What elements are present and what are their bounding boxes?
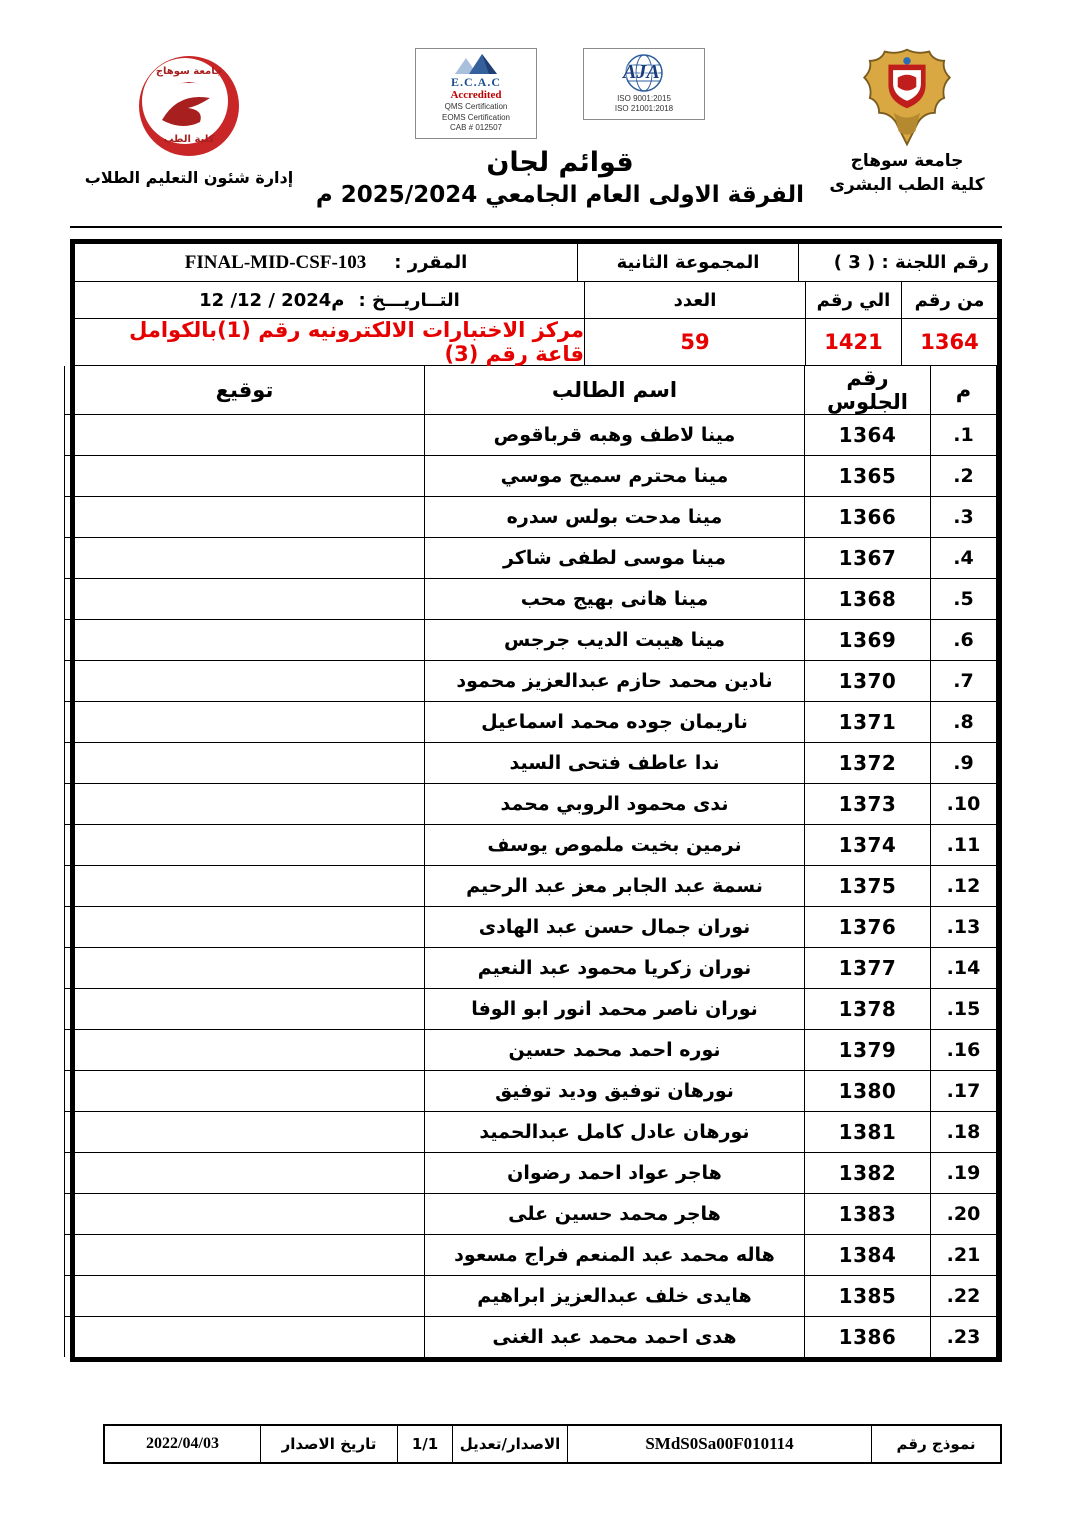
- revision-value: 1/1: [397, 1426, 452, 1462]
- student-name-cell: مينا محترم سميح موسي: [425, 456, 805, 497]
- student-name-cell: هاجر محمد حسين على: [425, 1194, 805, 1235]
- student-name-cell: هاجر عواد احمد رضوان: [425, 1153, 805, 1194]
- student-row: [65, 1317, 997, 1358]
- group-name: المجموعة الثانية: [577, 244, 798, 281]
- document-title: قوائم لجان: [486, 146, 634, 178]
- student-row: [65, 825, 997, 866]
- signature-cell: [65, 579, 425, 620]
- form-number-label: نموذج رقم: [871, 1426, 1000, 1462]
- seat-number-cell: 1382: [805, 1153, 931, 1194]
- student-name-cell: مينا مدحت بولس سدره: [425, 497, 805, 538]
- date-value: 12 /12 / 2024م: [199, 289, 345, 311]
- education-admin-crescent-logo-icon: [126, 46, 252, 166]
- ecac-accredited-label: Accredited: [450, 89, 502, 102]
- col-header-student-name: اسم الطالب: [425, 366, 805, 415]
- course-code: FINAL-MID-CSF-103: [184, 251, 367, 273]
- student-name-cell: هايدى خلف عبدالعزيز ابراهيم: [425, 1276, 805, 1317]
- student-name-cell: نوره احمد محمد حسين: [425, 1030, 805, 1071]
- signature-cell: [65, 1317, 425, 1358]
- seat-number-cell: 1374: [805, 825, 931, 866]
- student-name-cell: نوران زكريا محمود عبد النعيم: [425, 948, 805, 989]
- student-table: [64, 366, 997, 1357]
- student-row: [65, 866, 997, 907]
- student-name-cell: مينا لاطف وهبه قرباقوص: [425, 415, 805, 456]
- signature-cell: [65, 907, 425, 948]
- serial-cell: .14: [931, 948, 997, 989]
- signature-cell: [65, 989, 425, 1030]
- svg-text:كلية الطب: كلية الطب: [163, 134, 215, 145]
- seat-number-cell: 1369: [805, 620, 931, 661]
- student-name-cell: نسمة عبد الجابر معز عبد الرحيم: [425, 866, 805, 907]
- seat-number-cell: 1385: [805, 1276, 931, 1317]
- signature-cell: [65, 948, 425, 989]
- date-label: التــاريـــخ :: [358, 289, 460, 311]
- serial-cell: .21: [931, 1235, 997, 1276]
- aja-iso-line1: ISO 9001:2015: [617, 94, 671, 103]
- seat-number-cell: 1381: [805, 1112, 931, 1153]
- student-row: [65, 497, 997, 538]
- student-name-cell: ندى محمود الروبي محمد: [425, 784, 805, 825]
- ecac-name: E.C.A.C: [450, 75, 501, 89]
- seat-number-cell: 1375: [805, 866, 931, 907]
- issue-date-value: 2022/04/03: [146, 1435, 219, 1452]
- serial-cell: .23: [931, 1317, 997, 1358]
- document-footer-table: [103, 1424, 1002, 1464]
- document-subtitle: الفرقة الاولى العام الجامعي 2025/2024 م: [315, 181, 805, 208]
- svg-text:جامعة سوهاج: جامعة سوهاج: [155, 66, 223, 77]
- count-value: 59: [584, 319, 805, 365]
- signature-cell: [65, 497, 425, 538]
- seat-number-cell: 1386: [805, 1317, 931, 1358]
- serial-cell: .2: [931, 456, 997, 497]
- serial-cell: .13: [931, 907, 997, 948]
- ecac-pyramids-icon: [453, 52, 499, 76]
- student-row: [65, 456, 997, 497]
- signature-cell: [65, 620, 425, 661]
- accreditation-logos: [415, 48, 705, 139]
- seat-number-cell: 1379: [805, 1030, 931, 1071]
- seat-number-cell: 1380: [805, 1071, 931, 1112]
- education-admin-block: [70, 46, 308, 187]
- signature-cell: [65, 1112, 425, 1153]
- to-number-value: 1421: [805, 319, 901, 365]
- date-cell: [75, 282, 584, 318]
- form-number-code: SMdS0Sa00F010114: [567, 1426, 871, 1462]
- student-row: [65, 538, 997, 579]
- signature-cell: [65, 1194, 425, 1235]
- signature-cell: [65, 743, 425, 784]
- serial-cell: .19: [931, 1153, 997, 1194]
- signature-cell: [65, 456, 425, 497]
- aja-iso-line2: ISO 21001:2018: [614, 104, 674, 114]
- student-row: [65, 415, 997, 456]
- student-row: [65, 784, 997, 825]
- from-number-value: 1364: [901, 319, 997, 365]
- seat-number-cell: 1377: [805, 948, 931, 989]
- seat-number-cell: 1367: [805, 538, 931, 579]
- serial-cell: .11: [931, 825, 997, 866]
- university-shield-logo-icon: [860, 46, 954, 150]
- student-name-cell: نوران ناصر محمد انور ابو الوفا: [425, 989, 805, 1030]
- col-header-seat-number: رقم الجلوس: [805, 366, 931, 415]
- seat-number-cell: 1376: [805, 907, 931, 948]
- student-name-cell: هاله محمد عبد المنعم فراج مسعود: [425, 1235, 805, 1276]
- header-center-block: [308, 46, 812, 208]
- course-label: المقرر :: [394, 252, 468, 273]
- info-row-1: [75, 244, 997, 282]
- serial-cell: .20: [931, 1194, 997, 1235]
- student-name-cell: ندا عاطف فتحى السيد: [425, 743, 805, 784]
- signature-cell: [65, 825, 425, 866]
- committee-table-block: [70, 239, 1002, 1362]
- seat-number-cell: 1368: [805, 579, 931, 620]
- to-number-label: الي رقم: [805, 282, 901, 318]
- student-row: [65, 989, 997, 1030]
- signature-cell: [65, 538, 425, 579]
- info-row-2: [75, 282, 997, 319]
- student-name-cell: مينا هانى بهيج محب: [425, 579, 805, 620]
- info-row-3: [75, 319, 997, 366]
- student-name-cell: نرمين بخيت ملموص يوسف: [425, 825, 805, 866]
- course-cell: [75, 244, 577, 281]
- col-header-signature: توقيع: [65, 366, 425, 415]
- aja-name: AJA: [623, 61, 660, 83]
- student-row: [65, 1153, 997, 1194]
- signature-cell: [65, 784, 425, 825]
- count-label: العدد: [584, 282, 805, 318]
- seat-number-cell: 1372: [805, 743, 931, 784]
- student-name-cell: نادين محمد حازم عبدالعزيز محمود: [425, 661, 805, 702]
- faculty-name: كلية الطب البشرى: [829, 174, 985, 195]
- serial-cell: .7: [931, 661, 997, 702]
- document-header: [70, 46, 1002, 228]
- ecac-logo: [415, 48, 537, 139]
- student-name-cell: مينا موسى لطفى شاكر: [425, 538, 805, 579]
- student-name-cell: هدى احمد محمد عبد الغنى: [425, 1317, 805, 1358]
- student-row: [65, 948, 997, 989]
- student-row: [65, 620, 997, 661]
- student-table-header-row: [65, 366, 997, 415]
- student-row: [65, 1235, 997, 1276]
- exam-location: مركز الاختبارات الالكترونيه رقم (1)بالكوامل قاعة رقم (3): [129, 318, 584, 366]
- issue-date-label: تاريخ الاصدار: [260, 1426, 397, 1462]
- education-admin-label: إدارة شئون التعليم الطلاب: [84, 168, 294, 187]
- signature-cell: [65, 415, 425, 456]
- serial-cell: .15: [931, 989, 997, 1030]
- ecac-cert-line1: QMS Certification: [444, 102, 508, 112]
- serial-cell: .18: [931, 1112, 997, 1153]
- seat-number-cell: 1370: [805, 661, 931, 702]
- serial-cell: .1: [931, 415, 997, 456]
- serial-cell: .9: [931, 743, 997, 784]
- student-row: [65, 743, 997, 784]
- student-row: [65, 1112, 997, 1153]
- signature-cell: [65, 1030, 425, 1071]
- student-name-cell: نورهان عادل كامل عبدالحميد: [425, 1112, 805, 1153]
- ecac-cert-line2: EOMS Certification: [441, 112, 511, 122]
- aja-logo: [583, 48, 705, 120]
- seat-number-cell: 1371: [805, 702, 931, 743]
- document-content: [70, 46, 1002, 1464]
- serial-cell: .6: [931, 620, 997, 661]
- serial-cell: .17: [931, 1071, 997, 1112]
- seat-number-cell: 1364: [805, 415, 931, 456]
- serial-cell: .16: [931, 1030, 997, 1071]
- serial-cell: .3: [931, 497, 997, 538]
- student-name-cell: نوران جمال حسن عبد الهادى: [425, 907, 805, 948]
- student-row: [65, 1276, 997, 1317]
- student-table-body: [65, 415, 997, 1358]
- university-block: [812, 46, 1002, 198]
- signature-cell: [65, 1071, 425, 1112]
- serial-cell: .10: [931, 784, 997, 825]
- signature-cell: [65, 661, 425, 702]
- serial-cell: .4: [931, 538, 997, 579]
- col-header-serial: م: [931, 366, 997, 415]
- serial-cell: .22: [931, 1276, 997, 1317]
- from-number-label: من رقم: [901, 282, 997, 318]
- seat-number-cell: 1365: [805, 456, 931, 497]
- seat-number-cell: 1366: [805, 497, 931, 538]
- aja-globe-icon: [616, 52, 672, 94]
- ecac-cert-line3: CAB # 012507: [449, 123, 503, 133]
- seat-number-cell: 1383: [805, 1194, 931, 1235]
- student-name-cell: مينا هيبت الديب جرجس: [425, 620, 805, 661]
- seat-number-cell: 1373: [805, 784, 931, 825]
- revision-label: الاصدار/تعديل: [452, 1426, 567, 1462]
- seat-number-cell: 1378: [805, 989, 931, 1030]
- signature-cell: [65, 1276, 425, 1317]
- student-row: [65, 1071, 997, 1112]
- signature-cell: [65, 866, 425, 907]
- student-name-cell: نورهان توفيق وديد توفيق: [425, 1071, 805, 1112]
- serial-cell: .5: [931, 579, 997, 620]
- student-row: [65, 661, 997, 702]
- committee-number: رقم اللجنة : ( 3 ): [798, 244, 997, 281]
- student-row: [65, 907, 997, 948]
- student-name-cell: ناريمان جوده محمد اسماعيل: [425, 702, 805, 743]
- serial-cell: .8: [931, 702, 997, 743]
- student-row: [65, 579, 997, 620]
- university-name: جامعة سوهاج: [850, 151, 964, 171]
- student-row: [65, 1194, 997, 1235]
- student-row: [65, 702, 997, 743]
- serial-cell: .12: [931, 866, 997, 907]
- seat-number-cell: 1384: [805, 1235, 931, 1276]
- signature-cell: [65, 702, 425, 743]
- signature-cell: [65, 1235, 425, 1276]
- signature-cell: [65, 1153, 425, 1194]
- student-row: [65, 1030, 997, 1071]
